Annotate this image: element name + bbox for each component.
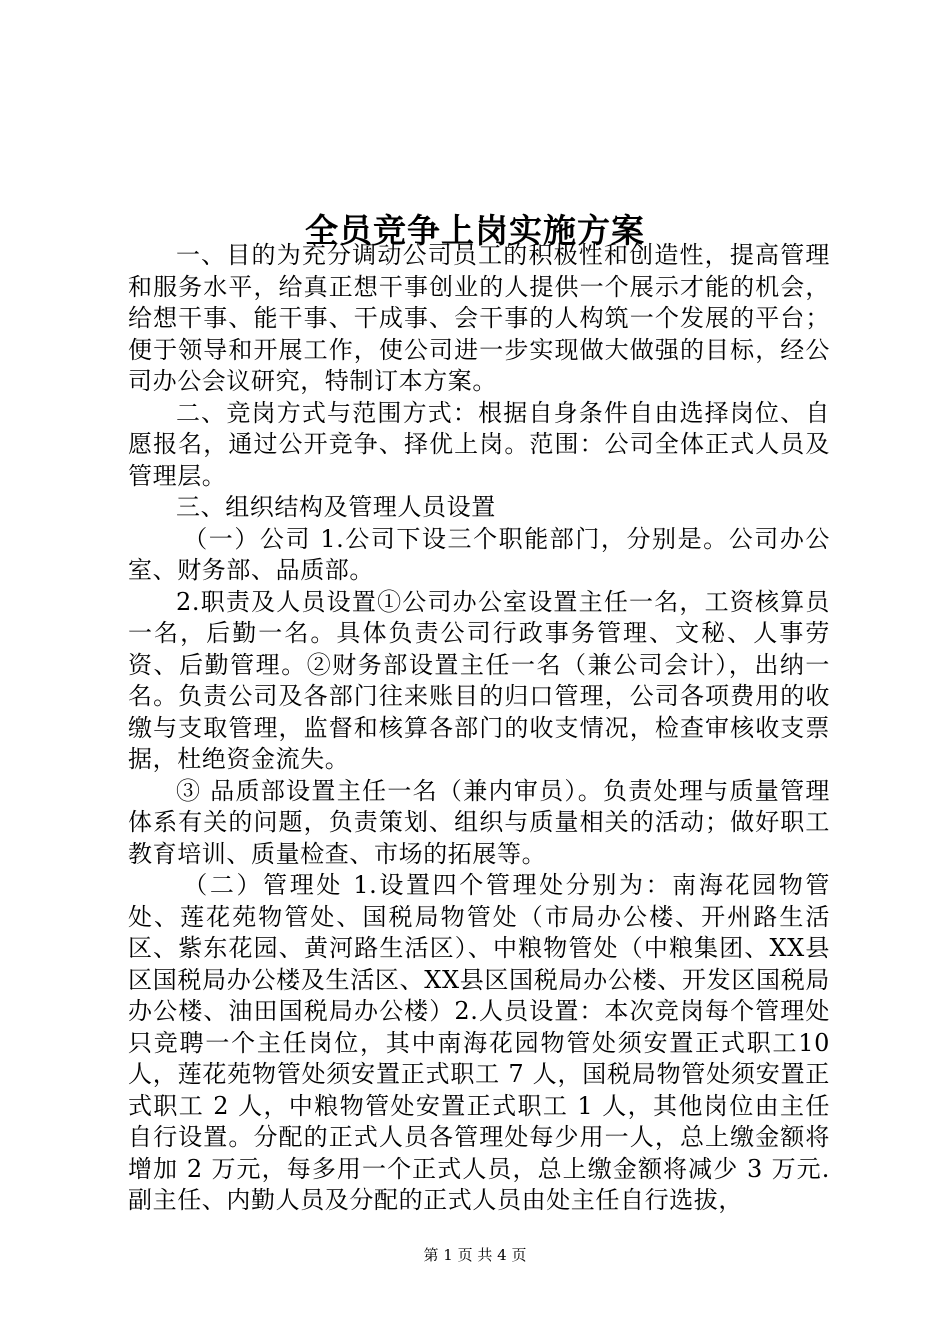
document-body	[128, 240, 830, 1217]
paragraph-quality-dept: ③ 品质部设置主任一名（兼内审员）。负责处理与质量管理体系有关的问题，负责策划、组织与质量相关的活动；做好职工教育培训、质量检查、市场的拓展等。	[128, 776, 830, 868]
paragraph-company-departments: （一）公司 1.公司下设三个职能部门，分别是。公司办公室、财务部、品质部。	[128, 524, 830, 584]
paragraph-duties-staffing: 2.职责及人员设置①公司办公室设置主任一名，工资核算员一名，后勤一名。具体负责公司行政事务管理、文秘、人事劳资、后勤管理。②财务部设置主任一名（兼公司会计），出纳一名。负责公司及各部门往来账目的归口管理，公司各项费用的收缴与支取管理，监督和核算各部门的收支情况，检查审核收支票据，杜绝资金流失。	[128, 587, 830, 773]
paragraph-method-scope: 二、竞岗方式与范围方式：根据自身条件自由选择岗位、自愿报名，通过公开竞争、择优上岗。范围：公司全体正式人员及管理层。	[128, 398, 830, 490]
paragraph-management-offices: （二）管理处 1.设置四个管理处分别为：南海花园物管处、莲花苑物管处、国税局物管处（市局办公楼、开州路生活区、紫东花园、黄河路生活区）、中粮物管处（中粮集团、XX县区国税局办公楼及生活区、XX县区国税局办公楼、开发区国税局办公楼、油田国税局办公楼）2.人员设置：本次竞岗每个管理处只竞聘一个主任岗位，其中南海花园物管处须安置正式职工10人，莲花苑物管处须安置正式职工 7 人，国税局物管处须安置正式职工 2 人，中粮物管处安置正式职工 1 人，其他岗位由主任自行设置。分配的正式人员各管理处每少用一人，总上缴金额将增加 2 万元，每多用一个正式人员，总上缴金额将减少 3 万元.副主任、内勤人员及分配的正式人员由处主任自行选拔，	[128, 871, 830, 1214]
paragraph-org-heading: 三、组织结构及管理人员设置	[176, 493, 496, 521]
document-title: 全员竞争上岗实施方案	[305, 211, 645, 251]
page-footer: 第 1 页 共 4 页	[423, 1246, 527, 1264]
paragraph-purpose: 一、目的为充分调动公司员工的积极性和创造性，提高管理和服务水平，给真正想干事创业的人提供一个展示才能的机会，给想干事、能干事、干成事、会干事的人构筑一个发展的平台；便于领导和开展工作，使公司进一步实现做大做强的目标，经公司办公会议研究，特制订本方案。	[128, 241, 830, 395]
